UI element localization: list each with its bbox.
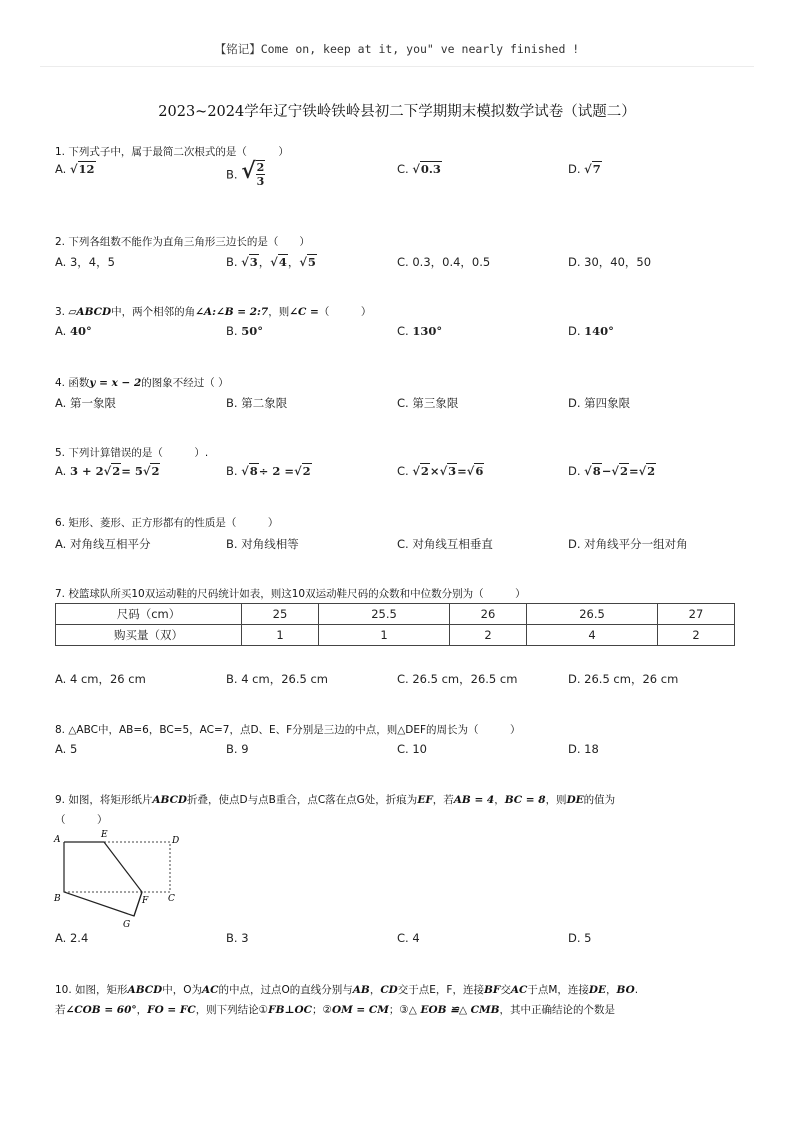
question-9-stem: 9. 如图，将矩形纸片ABCD折叠，使点D与点B重合，点C落在点G处，折痕为EF，若AB = 4，BC = 8，则DE的值为 [55,794,616,806]
question-7-option-a[interactable]: A. 4 cm，26 cm [55,672,146,686]
question-8-option-b[interactable]: B. 9 [226,742,249,756]
table-cell: 4 [527,625,658,646]
question-5-option-a[interactable]: A. 3 + 2√2= 5√2 [55,464,160,478]
q2-b-radicand-3: 5 [307,255,316,269]
question-4-stem: 4. 函数y = x − 2的图象不经过（ ） [55,377,229,389]
question-2-option-b[interactable]: B. √3，√4，√5 [226,255,316,269]
q2-b-radicand-1: 3 [249,255,258,269]
table-cell: 2 [450,625,527,646]
table-cell: 1 [319,625,450,646]
label-d: D [172,836,180,846]
question-6-option-b[interactable]: B. 对角线相等 [226,537,299,551]
q2-b-radicand-2: 4 [278,255,287,269]
question-3-option-b[interactable]: B. 50° [226,324,263,338]
question-6-stem: 6. 矩形、菱形、正方形都有的性质是（ ） [55,517,279,529]
table-row [56,604,735,625]
label-g: G [123,920,131,930]
question-4-option-c[interactable]: C. 第三象限 [397,396,459,410]
question-1-option-d[interactable]: D. √7 [568,162,601,176]
q1-a-radicand: 12 [78,162,95,176]
table-cell: 2 [658,625,735,646]
question-3-option-a[interactable]: A. 40° [55,324,92,338]
question-7-option-c[interactable]: C. 26.5 cm，26.5 cm [397,672,518,686]
question-3-stem: 3. ▱ABCD中，两个相邻的角∠A:∠B = 2:7，则∠C =（ ） [55,306,372,318]
question-7-option-b[interactable]: B. 4 cm，26.5 cm [226,672,328,686]
question-10-stem: 10. 如图，矩形ABCD中，O为AC的中点，过点O的直线分别与AB，CD交于点E，F，连接BF交AC于点M，连接DE，BO. [55,984,639,996]
question-1-option-a[interactable]: A. √12 [55,162,95,176]
question-9-option-d[interactable]: D. 5 [568,931,592,945]
question-8-option-a[interactable]: A. 5 [55,742,78,756]
shoe-size-table [55,603,735,646]
q1-b-denominator: 3 [256,175,265,188]
label-e: E [101,830,108,840]
question-3-option-c[interactable]: C. 130° [397,324,443,338]
question-1-stem: 1. 下列式子中，属于最简二次根式的是（ ） [55,146,289,158]
table-cell: 1 [242,625,319,646]
table-header-cell: 购买量（双） [56,625,242,646]
q1-b-numerator: 2 [256,161,265,174]
folded-rectangle-figure [50,828,190,930]
header-divider [40,66,754,67]
question-4-option-b[interactable]: B. 第二象限 [226,396,288,410]
question-2-stem: 2. 下列各组数不能作为直角三角形三边长的是（ ） [55,236,310,248]
question-9-option-b[interactable]: B. 3 [226,931,249,945]
question-1-option-c[interactable]: C. √0.3 [397,162,441,176]
question-2-option-c[interactable]: C. 0.3，0.4，0.5 [397,255,491,269]
question-4-option-d[interactable]: D. 第四象限 [568,396,631,410]
table-cell: 26 [450,604,527,625]
question-9-option-a[interactable]: A. 2.4 [55,931,89,945]
label-c: C [168,894,175,904]
question-5-stem: 5. 下列计算错误的是（ ）. [55,447,209,459]
table-row [56,625,735,646]
question-8-option-c[interactable]: C. 10 [397,742,427,756]
question-7-option-d[interactable]: D. 26.5 cm，26 cm [568,672,679,686]
label-b: B [54,894,61,904]
question-8-stem: 8. △ABC中，AB=6，BC=5，AC=7，点D、E、F分别是三边的中点，则△DEF的周长为（ ） [55,724,521,736]
table-cell: 27 [658,604,735,625]
question-9-stem-line2: （ ） [55,814,108,826]
question-1-option-b[interactable]: B. √ $\frac{2}{3}$ [226,158,265,188]
question-5-option-d[interactable]: D. √8−√2=√2 [568,464,656,478]
question-4-option-a[interactable]: A. 第一象限 [55,396,116,410]
table-cell: 25.5 [319,604,450,625]
table-cell: 26.5 [527,604,658,625]
q1-d-radicand: 7 [592,162,601,176]
q1-c-radicand: 0.3 [420,162,441,176]
question-6-option-c[interactable]: C. 对角线互相垂直 [397,537,493,551]
fold-edge [134,892,142,916]
question-5-option-c[interactable]: C. √2×√3=√6 [397,464,484,478]
question-5-option-b[interactable]: B. √8÷ 2 =√2 [226,464,311,478]
question-8-option-d[interactable]: D. 18 [568,742,599,756]
question-3-option-d[interactable]: D. 140° [568,324,614,338]
question-10-stem-line2: 若∠COB = 60°，FO = FC，则下列结论①FB⊥OC；②OM = CM；③△ EOB ≌△ CMB，其中正确结论的个数是 [55,1004,616,1016]
table-header-cell: 尺码（cm） [56,604,242,625]
folded-shape [64,842,142,916]
page-banner: 【铭记】Come on, keep at it, you" ve nearly finished ! [214,42,580,56]
table-cell: 25 [242,604,319,625]
question-6-option-d[interactable]: D. 对角线平分一组对角 [568,537,688,551]
question-9-option-c[interactable]: C. 4 [397,931,420,945]
question-2-option-a[interactable]: A. 3，4，5 [55,255,115,269]
original-rectangle-outline [64,842,170,892]
page-title: 2023~2024学年辽宁铁岭铁岭县初二下学期期末模拟数学试卷（试题二） [158,104,636,120]
label-a: A [54,835,61,845]
question-7-stem: 7. 校篮球队所买10双运动鞋的尺码统计如表，则这10双运动鞋尺码的众数和中位数分别为（ ） [55,588,526,600]
label-f: F [142,896,149,906]
question-6-option-a[interactable]: A. 对角线互相平分 [55,537,151,551]
question-2-option-d[interactable]: D. 30，40，50 [568,255,652,269]
